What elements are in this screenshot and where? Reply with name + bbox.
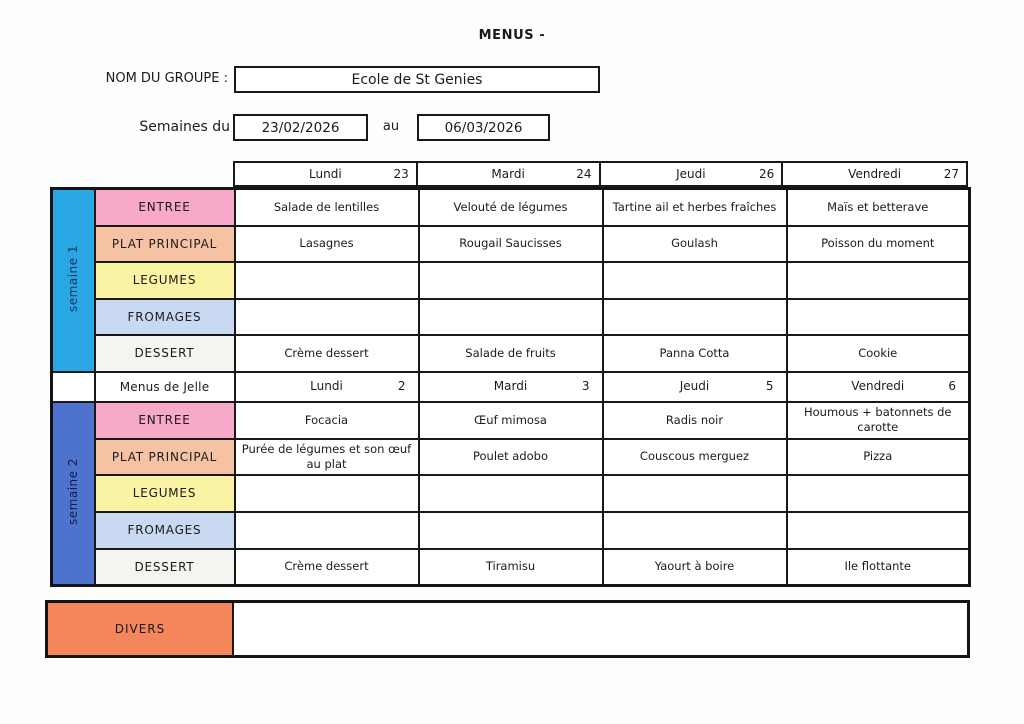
day-name: Jeudi (676, 167, 706, 181)
day-number: 6 (948, 378, 956, 393)
menu-cell (603, 475, 787, 512)
menu-cell: Radis noir (603, 402, 787, 439)
day-name: Jeudi (679, 378, 710, 393)
menu-cell: Goulash (603, 226, 787, 262)
jelle-spacer-cell (52, 372, 95, 402)
menu-cell: Yaourt à boire (603, 549, 787, 586)
menu-cell (235, 512, 419, 549)
menu-cell: Panna Cotta (603, 335, 787, 372)
menu-cell (787, 299, 970, 335)
day-header-jeudi (601, 163, 784, 185)
week1-row-label-legumes: LEGUMES (95, 262, 235, 299)
table-row (52, 549, 970, 586)
week1-row-label-dessert: DESSERT (95, 335, 235, 372)
day-header-mardi (418, 163, 601, 185)
menu-cell: Cookie (787, 335, 970, 372)
day-name: Vendredi (851, 378, 905, 393)
weeks-label: Semaines du (139, 119, 230, 135)
divers-label: DIVERS (48, 603, 234, 655)
day-name: Lundi (310, 378, 343, 393)
week2-row-label-dessert: DESSERT (95, 549, 235, 586)
menu-cell (603, 299, 787, 335)
menu-cell: Crème dessert (235, 335, 419, 372)
divers-section (45, 600, 970, 658)
menu-cell (787, 262, 970, 299)
menu-cell: Salade de lentilles (235, 189, 419, 226)
day-number: 24 (576, 167, 592, 181)
day-number: 23 (393, 167, 409, 181)
menu-cell: Crème dessert (235, 549, 419, 586)
menu-cell: Lasagnes (235, 226, 419, 262)
week1-row-label-entree: ENTREE (95, 189, 235, 226)
table-row (52, 512, 970, 549)
menu-cell (419, 512, 603, 549)
table-row (52, 402, 970, 439)
menu-cell (419, 475, 603, 512)
table-row (52, 226, 970, 262)
menu-cell: Houmous + batonnets de carotte (787, 402, 970, 439)
week-end-date-field: 06/03/2026 (417, 114, 550, 141)
menu-cell (787, 475, 970, 512)
week1-row-label-plat-principal: PLAT PRINCIPAL (95, 226, 235, 262)
week2-sidebar-label: semaine 2 (66, 457, 81, 525)
jelle-day-mardi (419, 372, 603, 402)
menu-cell: Poulet adobo (419, 439, 603, 475)
week1-sidebar (52, 189, 95, 372)
jelle-day-vendredi (787, 372, 970, 402)
page-title: MENUS - (478, 28, 546, 43)
menu-cell: Poisson du moment (787, 226, 970, 262)
day-name: Lundi (309, 167, 342, 181)
week2-row-label-entree: ENTREE (95, 402, 235, 439)
menu-cell (787, 512, 970, 549)
jelle-day-lundi (235, 372, 419, 402)
week1-row-label-fromages: FROMAGES (95, 299, 235, 335)
day-name: Mardi (493, 378, 528, 393)
menu-table (50, 187, 971, 587)
jelle-row (52, 372, 970, 402)
day-header-lundi (235, 163, 418, 185)
table-row (52, 299, 970, 335)
week1-day-header (233, 161, 968, 187)
day-number: 3 (581, 378, 590, 393)
menu-cell: Focacia (235, 402, 419, 439)
week2-row-label-fromages: FROMAGES (95, 512, 235, 549)
menu-cell: Purée de légumes et son œuf au plat (235, 439, 419, 475)
table-row (52, 262, 970, 299)
day-number: 5 (765, 378, 774, 393)
day-number: 2 (397, 378, 406, 393)
jelle-day-jeudi (603, 372, 787, 402)
menu-cell: Maïs et betterave (787, 189, 970, 226)
table-row (52, 475, 970, 512)
group-name-field: Ecole de St Genies (234, 66, 600, 93)
table-row (52, 439, 970, 475)
day-header-vendredi (783, 163, 966, 185)
week2-row-label-plat-principal: PLAT PRINCIPAL (95, 439, 235, 475)
jelle-label: Menus de Jelle (95, 372, 235, 402)
au-label: au (382, 119, 400, 134)
menu-cell (603, 512, 787, 549)
day-number: 27 (943, 167, 959, 181)
table-row (52, 335, 970, 372)
week2-sidebar (52, 402, 95, 586)
table-row (52, 189, 970, 226)
menu-cell: Velouté de légumes (419, 189, 603, 226)
menu-cell: Pizza (787, 439, 970, 475)
menu-cell: Salade de fruits (419, 335, 603, 372)
menu-cell (235, 475, 419, 512)
menu-cell: Ile flottante (787, 549, 970, 586)
menu-cell (603, 262, 787, 299)
menu-cell (419, 262, 603, 299)
week1-sidebar-label: semaine 1 (66, 244, 81, 312)
menu-cell (235, 262, 419, 299)
day-name: Vendredi (848, 167, 902, 181)
day-number: 26 (758, 167, 775, 181)
divers-content (234, 603, 967, 655)
menu-cell: Couscous merguez (603, 439, 787, 475)
menu-cell: Tiramisu (419, 549, 603, 586)
day-name: Mardi (491, 167, 525, 181)
week-start-date-field: 23/02/2026 (233, 114, 368, 141)
week2-row-label-legumes: LEGUMES (95, 475, 235, 512)
menu-cell (419, 299, 603, 335)
menu-cell: Tartine ail et herbes fraîches (603, 189, 787, 226)
menu-cell: Rougail Saucisses (419, 226, 603, 262)
menu-cell: Œuf mimosa (419, 402, 603, 439)
menu-cell (235, 299, 419, 335)
group-name-label: NOM DU GROUPE : (105, 71, 228, 86)
